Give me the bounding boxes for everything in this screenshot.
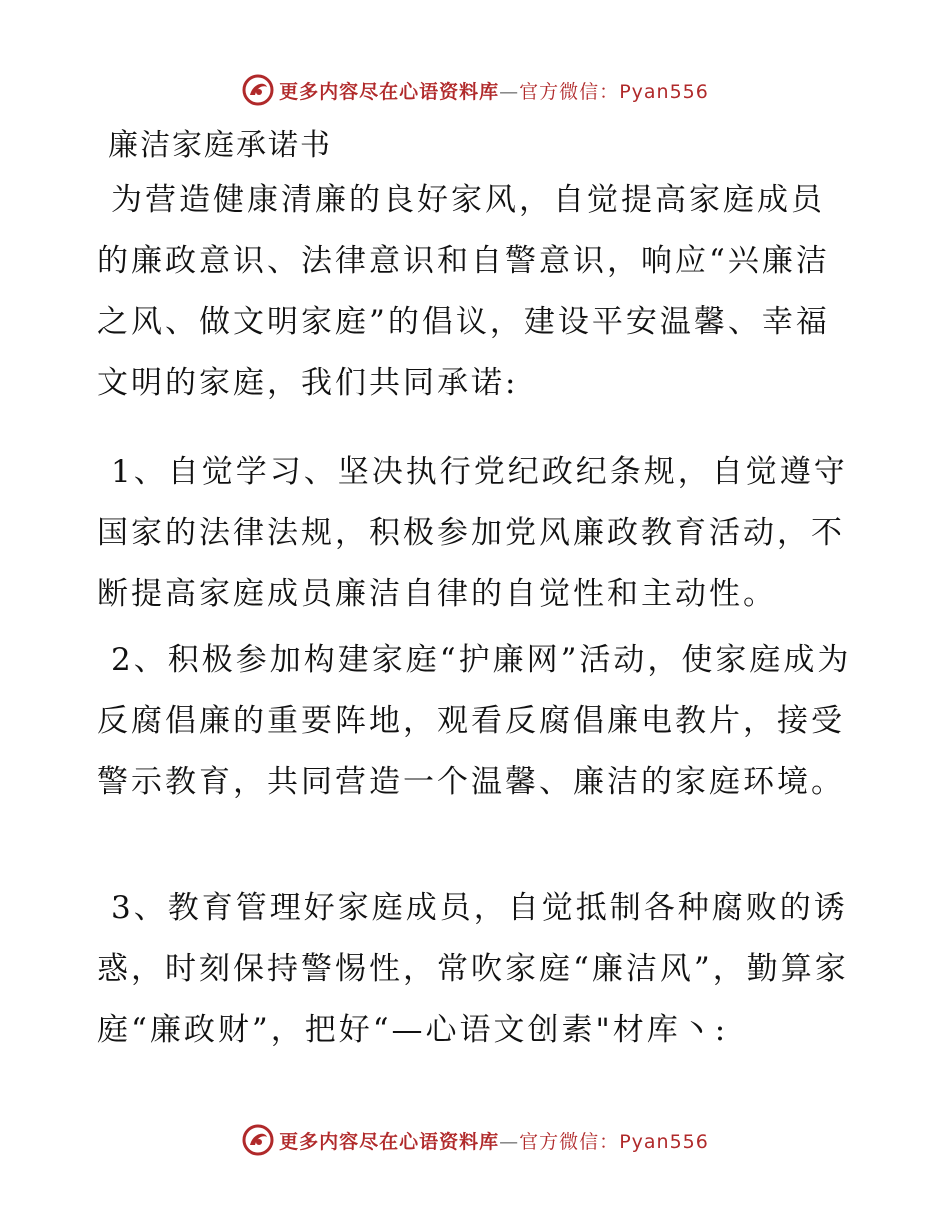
paragraph-item-1: 1、自觉学习、坚决执行党纪政纪条规，自觉遵守国家的法律法规，积极参加党风廉政教育活动，不断提高家庭成员廉洁自律的自觉性和主动性。 <box>97 454 848 612</box>
footer-banner <box>0 1120 950 1160</box>
swirl-logo-icon <box>241 1123 275 1157</box>
paragraph-intro: 为营造健康清廉的良好家风，自觉提高家庭成员的廉政意识、法律意识和自警意识，响应“兴廉洁之风、做文明家庭”的倡议，建设平安温馨、幸福文明的家庭，我们共同承诺: <box>97 182 830 401</box>
paragraph-item-2: 2、积极参加构建家庭“护廉网”活动，使家庭成为反腐倡廉的重要阵地，观看反腐倡廉电教片，接受警示教育，共同营造一个温馨、廉洁的家庭环境。 <box>97 642 852 800</box>
banner-text <box>279 77 709 104</box>
header-banner <box>0 70 950 110</box>
paragraph-item-3: 3、教育管理好家庭成员，自觉抵制各种腐败的诱惑，时刻保持警惕性，常吹家庭“廉洁风”，勤算家庭“廉政财”，把好“—心语文创素"材库丶: <box>97 890 849 1048</box>
swirl-logo-icon <box>241 73 275 107</box>
banner-lead: 更多内容尽在心语资料库 <box>279 1130 500 1153</box>
banner-text <box>279 1127 709 1154</box>
banner-official: 官方微信： <box>519 80 620 103</box>
banner-wechat-id: Pyan556 <box>619 1130 709 1153</box>
banner-lead: 更多内容尽在心语资料库 <box>279 80 500 103</box>
banner-dash: — <box>499 80 520 103</box>
banner-wechat-id: Pyan556 <box>619 80 709 103</box>
banner-dash: — <box>499 1130 520 1153</box>
document-title: 廉洁家庭承诺书 <box>108 128 332 163</box>
banner-official: 官方微信： <box>519 1130 620 1153</box>
